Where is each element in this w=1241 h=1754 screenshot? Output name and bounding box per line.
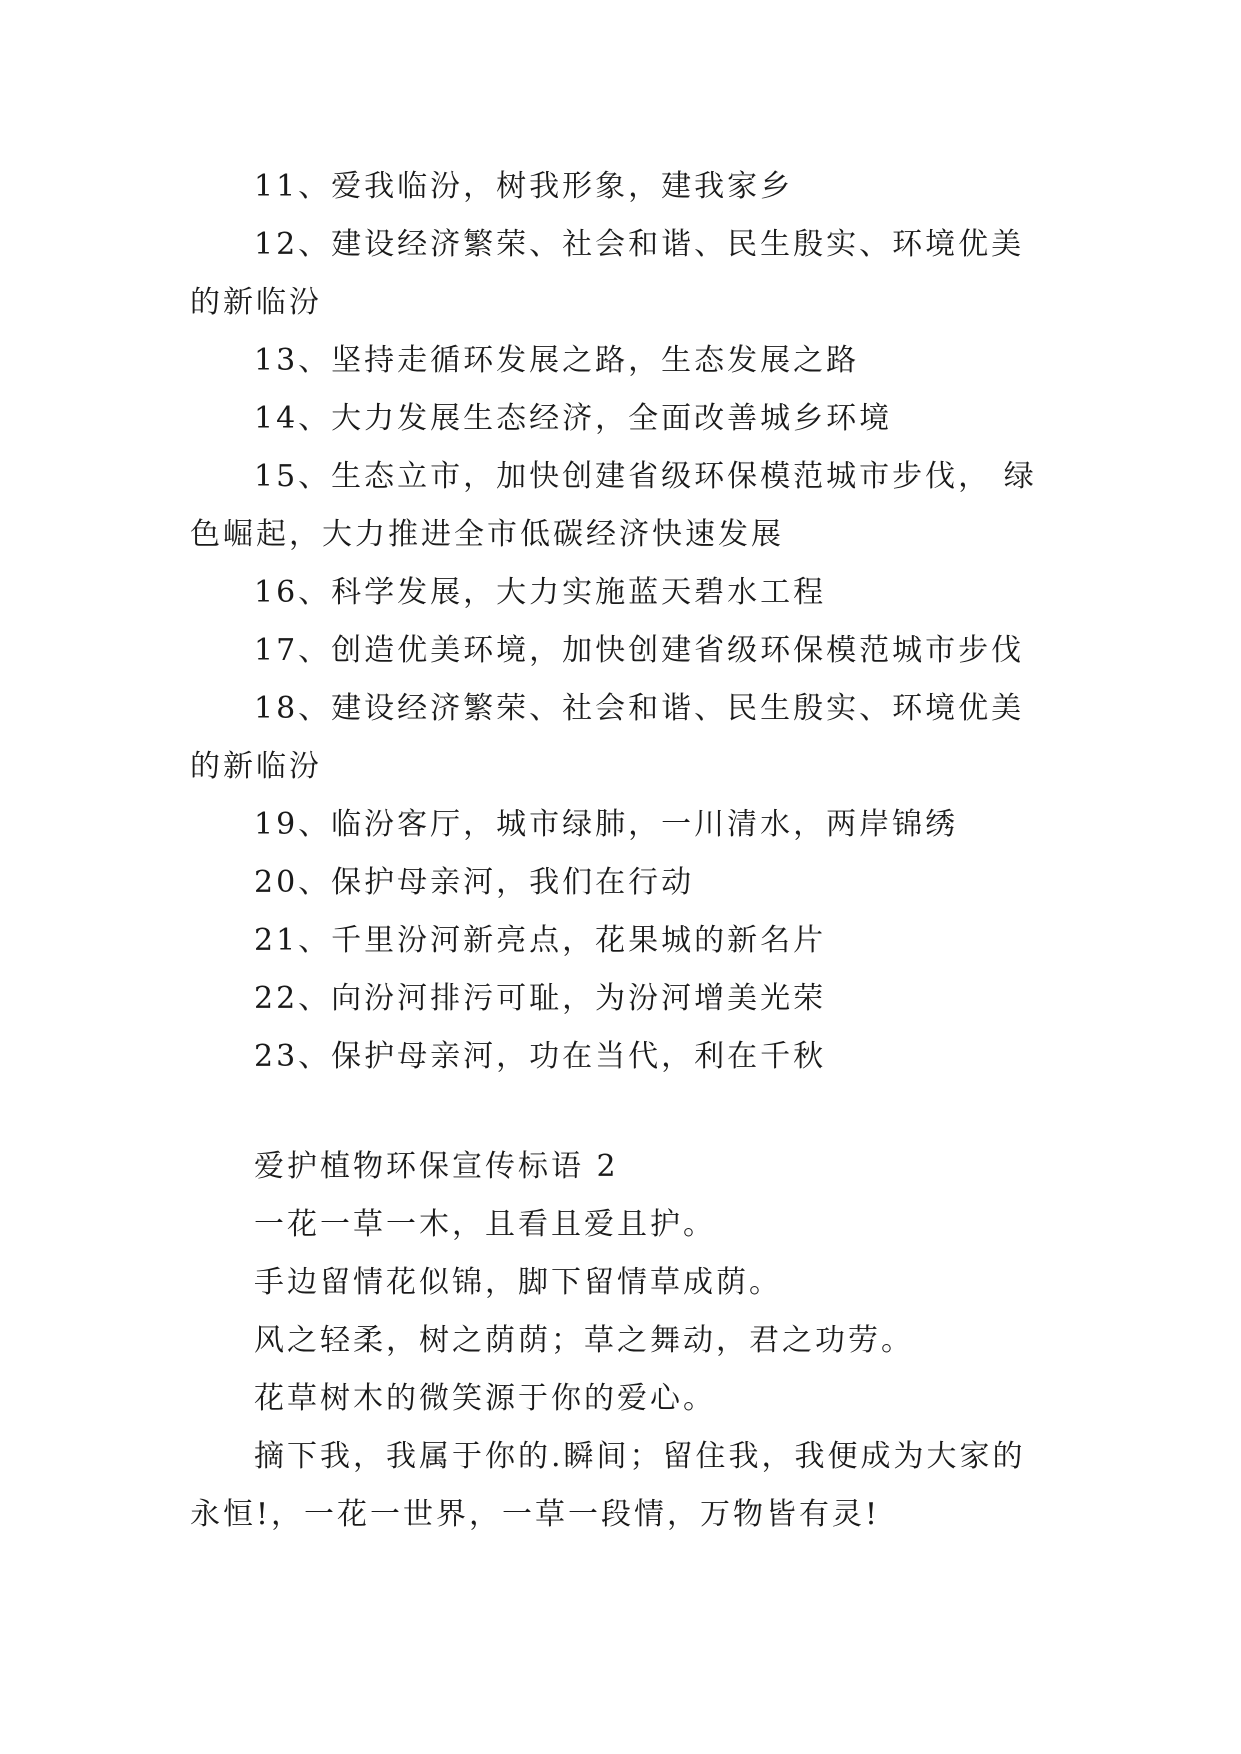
plant-slogan-5: 摘下我，我属于你的.瞬间；留住我，我便成为大家的永恒!，一花一世界，一草一段情，万物皆有灵! — [190, 1439, 1026, 1532]
slogan-21: 21、千里汾河新亮点，花果城的新名片 — [254, 923, 827, 958]
slogan-12: 12、建设经济繁荣、社会和谐、民生殷实、环境优美的新临汾 — [190, 227, 1025, 320]
plant-slogan-4: 花草树木的微笑源于你的爱心。 — [254, 1381, 716, 1416]
slogan-14: 14、大力发展生态经济，全面改善城乡环境 — [254, 401, 893, 436]
slogan-16: 16、科学发展，大力实施蓝天碧水工程 — [254, 575, 827, 610]
section-spacer — [190, 1086, 1050, 1138]
section-heading: 爱护植物环保宣传标语 2 — [254, 1149, 619, 1184]
plant-slogan-2: 手边留情花似锦，脚下留情草成荫。 — [254, 1265, 782, 1300]
slogan-23: 23、保护母亲河，功在当代，利在千秋 — [254, 1039, 827, 1074]
slogan-13: 13、坚持走循环发展之路，生态发展之路 — [254, 343, 860, 378]
slogan-15: 15、生态立市，加快创建省级环保模范城市步伐， 绿色崛起，大力推进全市低碳经济快速发展 — [190, 459, 1037, 552]
slogan-22: 22、向汾河排污可耻，为汾河增美光荣 — [254, 981, 827, 1016]
slogan-20: 20、保护母亲河，我们在行动 — [254, 865, 695, 900]
slogan-18: 18、建设经济繁荣、社会和谐、民生殷实、环境优美的新临汾 — [190, 691, 1025, 784]
slogan-11: 11、爱我临汾，树我形象，建我家乡 — [254, 169, 794, 204]
plant-slogan-1: 一花一草一木，且看且爱且护。 — [254, 1207, 716, 1242]
slogan-19: 19、临汾客厅，城市绿肺，一川清水，两岸锦绣 — [254, 807, 959, 842]
plant-slogan-3: 风之轻柔，树之荫荫；草之舞动，君之功劳。 — [254, 1323, 914, 1358]
slogan-17: 17、创造优美环境，加快创建省级环保模范城市步伐 — [254, 633, 1025, 668]
document-body — [190, 158, 1050, 1544]
